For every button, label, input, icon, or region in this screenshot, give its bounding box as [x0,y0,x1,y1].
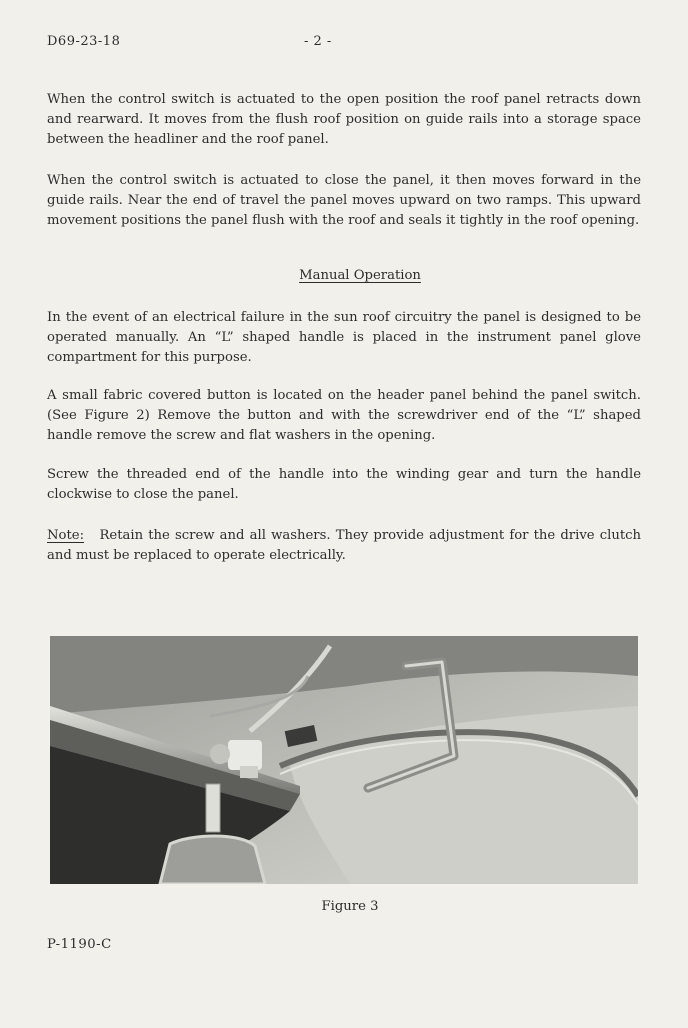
paragraph-fabric-button: A small fabric covered button is located on the header panel behind the panel switch. (See Figure 2) Remove the button and with the screwdriver end of the “L” shaped handle remove the screw and flat washers in the opening. [47,388,641,443]
page-number: - 2 - [304,34,332,49]
section-heading [0,268,688,283]
paragraph-winding-gear: Screw the threaded end of the handle into the winding gear and turn the handle clockwise to close the panel. [47,467,641,502]
document-id: D69-23-18 [47,34,121,49]
paragraph-open-operation: When the control switch is actuated to the open position the roof panel retracts down and rearward. It moves from the flush roof position on guide rails into a storage space between the headliner and the roof panel. [47,92,641,147]
note-label: Note: [47,528,85,543]
note-paragraph [47,526,641,566]
paragraph-close-operation: When the control switch is actuated to close the panel, it then moves forward in the guide rails. Near the end of travel the panel moves upward on two ramps. This upward movement positions the panel flush with the roof and seals it tightly in the roof opening. [47,173,641,228]
section-heading-text: Manual Operation [299,268,421,283]
note-text: Retain the screw and all washers. They provide adjustment for the drive clutch and must be replaced to operate electrically. [47,528,642,563]
form-number: P-1190-C [47,937,112,952]
paragraph-electrical-failure: In the event of an electrical failure in the sun roof circuitry the panel is designed to be operated manually. An “L” shaped handle is placed in the instrument panel glove compartment for this purpose. [47,310,641,365]
sunroof-handle-photo [50,636,638,884]
figure-photo [50,636,638,884]
figure-caption: Figure 3 [321,899,379,914]
